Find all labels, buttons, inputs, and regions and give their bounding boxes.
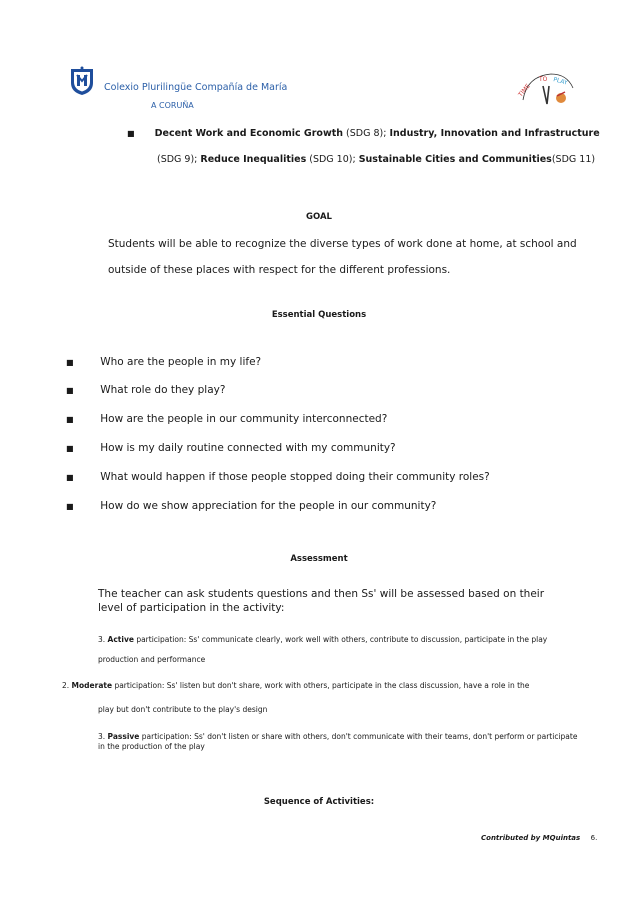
contributor-text: Contributed by MQuintas — [481, 834, 581, 842]
question-text: What role do they play? — [100, 384, 226, 396]
time-to-play-logo — [517, 70, 575, 108]
question-item — [66, 413, 387, 425]
question-item — [66, 500, 436, 512]
bullet-icon: ■ — [66, 444, 74, 453]
sdg-line-2 — [157, 154, 595, 165]
school-city: A CORUÑA — [151, 101, 194, 110]
sdg-10-code: (SDG 10); — [306, 154, 359, 165]
question-text: Who are the people in my life? — [100, 356, 262, 368]
bullet-icon: ■ — [127, 129, 135, 138]
passive-label: Passive — [107, 732, 140, 741]
moderate-number: 2. — [62, 681, 72, 690]
sdg-10-label: Reduce Inequalities — [200, 154, 307, 165]
page-number: 6. — [590, 834, 598, 842]
svg-text:TO: TO — [539, 76, 548, 83]
active-description: participation: Ss' communicate clearly, work well with others, contribute to discussion, participate in the play — [133, 635, 548, 644]
sdg-8-code: (SDG 8); — [343, 128, 390, 139]
assessment-intro: The teacher can ask students questions and then Ss' will be assessed based on their level of participation in the activity: — [98, 588, 545, 614]
sdg-11-label: Sustainable Cities and Communities — [358, 154, 552, 165]
bullet-icon: ■ — [66, 415, 74, 424]
school-name: Colexio Plurilingüe Compañía de María — [104, 82, 288, 93]
bullet-icon: ■ — [66, 502, 74, 511]
passive-description: participation: Ss' don't listen or share with others, don't communicate with their teams, don't perform or participate in the production of the play — [98, 732, 578, 751]
goal-line-2: outside of these places with respect for the different professions. — [108, 264, 451, 276]
school-crest-logo — [68, 66, 96, 96]
question-item — [66, 356, 261, 368]
question-text: What would happen if those people stopped doing their community roles? — [100, 471, 490, 483]
question-text: How are the people in our community interconnected? — [100, 413, 388, 425]
bullet-icon: ■ — [66, 386, 74, 395]
question-item — [66, 442, 396, 454]
active-label: Active — [107, 635, 134, 644]
goal-line-1: Students will be able to recognize the diverse types of work done at home, at school and — [108, 238, 577, 250]
moderate-label: Moderate — [71, 681, 113, 690]
question-item — [66, 384, 225, 396]
passive-level — [98, 732, 578, 752]
assessment-heading: Assessment — [290, 554, 348, 564]
goal-heading: GOAL — [306, 212, 332, 222]
sdg-line-1 — [127, 128, 600, 139]
sdg-9-label: Industry, Innovation and Infrastructure — [389, 128, 600, 139]
sdg-9-code: (SDG 9); — [157, 154, 201, 165]
passive-number: 3. — [98, 732, 108, 741]
moderate-description: participation: Ss' listen but don't share, work with others, participate in the class discussion, have a role in the — [112, 681, 530, 690]
essential-questions-heading: Essential Questions — [271, 310, 367, 320]
bullet-icon: ■ — [66, 473, 74, 482]
footer-contributor — [481, 834, 597, 842]
active-level-line-1 — [98, 635, 547, 644]
bullet-icon: ■ — [66, 358, 74, 367]
active-level-line-2: production and performance — [98, 655, 206, 664]
question-text: How is my daily routine connected with my community? — [100, 442, 396, 454]
moderate-level-line-1 — [62, 681, 529, 690]
question-text: How do we show appreciation for the people in our community? — [100, 500, 437, 512]
active-number: 3. — [98, 635, 108, 644]
svg-text:TIME: TIME — [517, 82, 532, 99]
moderate-level-line-2: play but don't contribute to the play's design — [98, 705, 268, 714]
sdg-11-code: (SDG 11) — [551, 154, 596, 165]
sequence-heading: Sequence of Activities: — [263, 797, 375, 807]
svg-text:PLAY: PLAY — [552, 76, 569, 87]
sdg-8-label: Decent Work and Economic Growth — [154, 128, 344, 139]
question-item — [66, 471, 490, 483]
